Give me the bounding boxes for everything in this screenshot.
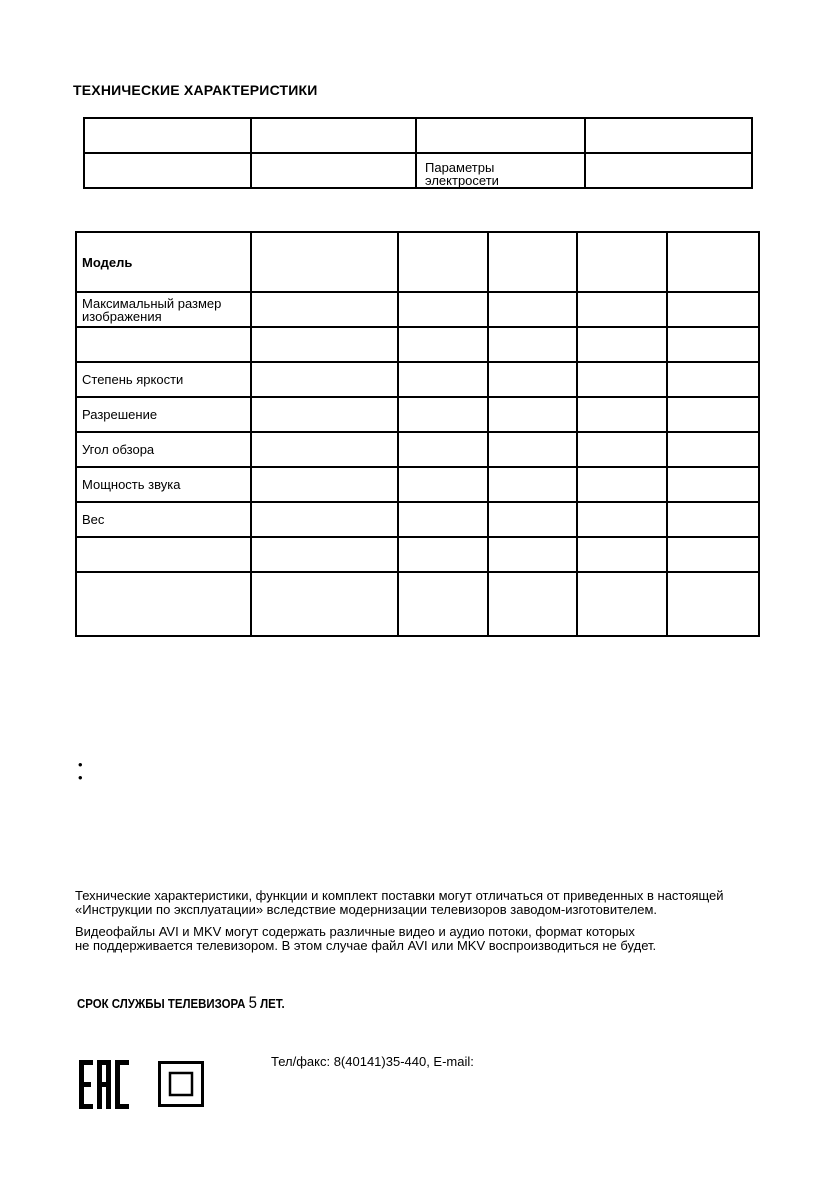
table-cell <box>251 118 416 153</box>
table-cell <box>251 397 398 432</box>
table-cell <box>84 118 251 153</box>
table-row <box>76 232 759 292</box>
table-cell <box>488 572 577 636</box>
table-cell <box>398 537 488 572</box>
row-label-max-size: Максимальный размер изображения <box>76 292 251 327</box>
table-cell <box>76 537 251 572</box>
table-cell <box>251 327 398 362</box>
table-cell <box>667 502 759 537</box>
table-row <box>76 397 759 432</box>
table-cell <box>398 572 488 636</box>
table-cell <box>488 537 577 572</box>
service-life-suffix: ЛЕТ. <box>256 996 285 1011</box>
table-cell <box>398 467 488 502</box>
table-cell <box>251 432 398 467</box>
row-label-resolution: Разрешение <box>76 397 251 432</box>
table-cell <box>577 572 667 636</box>
table-cell <box>585 153 752 188</box>
disclaimer-note <box>75 889 724 917</box>
table-cell <box>667 537 759 572</box>
note-line: не поддерживается телевизором. В этом случае файл AVI или MKV воспроизводиться не будет. <box>75 938 657 953</box>
table-cell <box>488 292 577 327</box>
table-cell <box>488 232 577 292</box>
table-cell <box>577 432 667 467</box>
table-cell <box>667 362 759 397</box>
table-cell <box>488 397 577 432</box>
table-cell <box>488 502 577 537</box>
row-label-brightness: Степень яркости <box>76 362 251 397</box>
table-cell <box>251 362 398 397</box>
table-cell <box>667 432 759 467</box>
service-life-years: 5 <box>248 993 257 1012</box>
table-row <box>84 153 752 188</box>
power-params-label: Параметры электросети <box>416 153 585 188</box>
table-row <box>76 432 759 467</box>
table-cell <box>577 327 667 362</box>
table-cell <box>398 327 488 362</box>
table-cell <box>76 327 251 362</box>
spec-table <box>75 231 760 637</box>
table-cell <box>251 572 398 636</box>
table-row <box>76 467 759 502</box>
table-cell <box>398 432 488 467</box>
table-cell <box>398 397 488 432</box>
row-label-viewing-angle: Угол обзора <box>76 432 251 467</box>
table-cell <box>398 292 488 327</box>
table-cell <box>251 502 398 537</box>
table-cell <box>488 362 577 397</box>
table-cell <box>488 467 577 502</box>
table-cell <box>76 572 251 636</box>
double-square-icon <box>158 1061 204 1112</box>
table-row <box>84 118 752 153</box>
note-line: Видеофайлы AVI и MKV могут содержать различные видео и аудио потоки, формат которых <box>75 924 635 939</box>
table-cell <box>585 118 752 153</box>
video-format-note <box>75 925 656 953</box>
table-cell <box>577 537 667 572</box>
table-cell <box>667 572 759 636</box>
table-cell <box>398 362 488 397</box>
table-cell <box>398 232 488 292</box>
bullet-item: • <box>78 770 83 785</box>
bullet-item: • <box>78 757 83 772</box>
service-life <box>77 993 285 1013</box>
table-row <box>76 327 759 362</box>
service-life-prefix: СРОК СЛУЖБЫ ТЕЛЕВИЗОРА <box>77 996 249 1011</box>
table-cell <box>667 397 759 432</box>
row-label-weight: Вес <box>76 502 251 537</box>
table-cell <box>577 362 667 397</box>
table-cell <box>577 397 667 432</box>
table-cell <box>577 292 667 327</box>
table-cell <box>667 292 759 327</box>
power-params-table <box>83 117 753 189</box>
table-cell <box>577 502 667 537</box>
table-row <box>76 502 759 537</box>
note-line: Технические характеристики, функции и комплект поставки могут отличаться от приведенных в настоящей <box>75 888 724 903</box>
table-cell <box>667 467 759 502</box>
bullet-list <box>78 758 83 784</box>
table-cell <box>251 292 398 327</box>
table-cell <box>488 432 577 467</box>
table-cell <box>251 537 398 572</box>
table-cell <box>416 118 585 153</box>
table-cell <box>667 327 759 362</box>
table-cell <box>398 502 488 537</box>
table-row <box>76 537 759 572</box>
table-cell <box>84 153 251 188</box>
note-line: «Инструкции по эксплуатации» вследствие модернизации телевизоров заводом-изготовителем. <box>75 902 658 917</box>
row-label-model: Модель <box>76 232 251 292</box>
table-cell <box>577 232 667 292</box>
table-cell <box>488 327 577 362</box>
eac-mark-icon <box>79 1060 129 1114</box>
table-row <box>76 362 759 397</box>
table-cell <box>251 467 398 502</box>
table-cell <box>577 467 667 502</box>
row-label-sound-power: Мощность звука <box>76 467 251 502</box>
table-row <box>76 572 759 636</box>
table-cell <box>667 232 759 292</box>
table-cell <box>251 153 416 188</box>
table-row <box>76 292 759 327</box>
table-cell <box>251 232 398 292</box>
page-title: ТЕХНИЧЕСКИЕ ХАРАКТЕРИСТИКИ <box>73 82 318 98</box>
contact-info: Тел/факс: 8(40141)35-440, E-mail: <box>271 1054 474 1069</box>
